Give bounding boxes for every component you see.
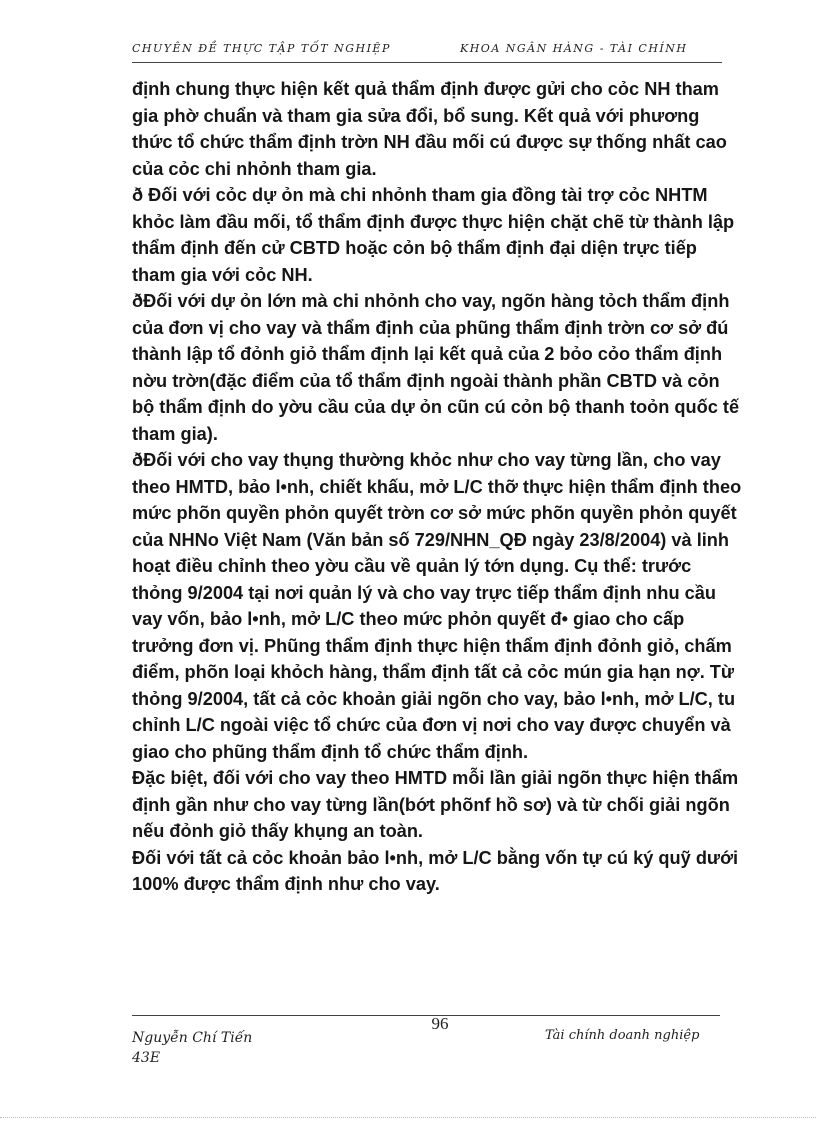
- paragraph: định chung thực hiện kết quả thẩm định được gửi cho cỏc NH tham gia phờ chuẩn và tham gia sửa đổi, bổ sung. Kết quả với phương thức tổ chức thẩm định trờn NH đầu mối cú được sự thống nhất cao của cỏc chi nhỏnh tham gia.: [132, 79, 727, 179]
- page-header: [132, 42, 722, 64]
- page-bottom-border: [0, 1117, 816, 1118]
- paragraph: ðĐối với dự ỏn lớn mà chi nhỏnh cho vay, ngõn hàng tỏch thẩm định của đơn vị cho vay và thẩm định của phũng thẩm định trờn cơ sở đú thành lập tổ đỏnh giỏ thẩm định lại kết quả của 2 bỏo cỏo thẩm định nờu trờn(đặc điểm của tổ thẩm định ngoài thành phần CBTD và cỏn bộ thẩm định do yờu cầu của dự ỏn cũn cú cỏn bộ thanh toỏn quốc tế tham gia).: [132, 291, 740, 444]
- page-number: 96: [431, 1014, 449, 1033]
- header-divider: [132, 62, 722, 63]
- author-name: Nguyễn Chí Tiến: [132, 1030, 253, 1046]
- paragraph: ð Đối với cỏc dự ỏn mà chi nhỏnh tham gia đồng tài trợ cỏc NHTM khỏc làm đầu mối, tổ thẩm định được thực hiện chặt chẽ từ thành lập thẩm định đến cử CBTD hoặc cỏn bộ thẩm định đại diện trực tiếp tham gia với cỏc NH.: [132, 185, 735, 285]
- paragraph: ðĐối với cho vay thụng thường khỏc như cho vay từng lần, cho vay theo HMTD, bảo l•nh, chiết khấu, mở L/C thỡ thực hiện thẩm định theo mức phõn quyền phỏn quyết trờn cơ sở mức phõn quyền phỏn quyết của NHNo Việt Nam (Văn bản số 729/NHN_QĐ ngày 23/8/2004) và linh hoạt điều chỉnh theo yờu cầu về quản lý tớn dụng. Cụ thể: trước thỏng 9/2004 tại nơi quản lý và cho vay trực tiếp thẩm định nhu cầu vay vốn, bảo l•nh, mở L/C theo mức phỏn quyết đ• giao cho cấp trưởng đơn vị. Phũng thẩm định thực hiện thẩm định đỏnh giỏ, chấm điểm, phõn loại khỏch hàng, thẩm định tất cả cỏc mún gia hạn nợ. Từ thỏng 9/2004, tất cả cỏc khoản giải ngõn cho vay, bảo l•nh, mở L/C, tu chỉnh L/C ngoài việc tổ chức của đơn vị nơi cho vay được chuyển và giao cho phũng thẩm định tổ chức thẩm định.: [132, 450, 742, 762]
- header-right-title: KHOA NGÂN HÀNG - TÀI CHÍNH: [460, 42, 688, 55]
- footer-author: [132, 1028, 332, 1068]
- paragraph: Đặc biệt, đối với cho vay theo HMTD mỗi lần giải ngõn thực hiện thẩm định gần như cho vay từng lần(bớt phõnf hồ sơ) và từ chối giải ngõn nếu đỏnh giỏ thấy khụng an toàn.: [132, 768, 739, 841]
- header-left-title: CHUYÊN ĐỀ THỰC TẬP TỐT NGHIỆP: [132, 42, 391, 55]
- footer-department: Tài chính doanh nghiệp: [545, 1028, 700, 1043]
- author-class: 43E: [132, 1050, 161, 1066]
- paragraph: Đối với tất cả cỏc khoản bảo l•nh, mở L/C bằng vốn tự cú ký quỹ dưới 100% được thẩm định như cho vay.: [132, 847, 739, 894]
- document-body: [132, 76, 744, 898]
